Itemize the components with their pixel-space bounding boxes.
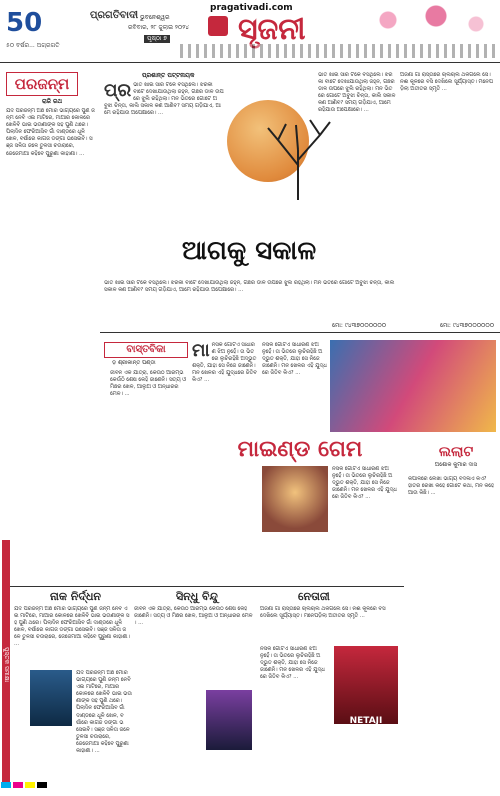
header-divider	[0, 62, 500, 63]
mindgame-body-col3: ନସିକ ଗୋଟିଏ ସାଧାରଣ ଝିଅ ନୁହେଁ। ତା ଭିତରେ ଲୁଚିରହିଛି ଅଦ୍ଭୁତ ଶକ୍ତି, ଯାହା ସେ ନିଜେ ଜାଣେନି। ମନ ଖେଳର ଏହି ଯୁଦ୍ଧରେ ଜିତିବ କିଏ? ...	[332, 466, 397, 501]
books-divider	[10, 586, 404, 587]
story-author: ପ୍ରଶାନ୍ତ ପଟ୍ଟନାୟକ	[142, 72, 195, 79]
mid-divider	[100, 332, 500, 333]
logo-tagline: ୫୦ ବର୍ଷର... ଅଗ୍ରଗତି	[6, 42, 60, 49]
mindgame-title: ମାଇଣ୍ଡ ଗେମ	[237, 436, 363, 462]
lalat-author: ଅଶୋକ କୁମାର ଦାସ	[434, 462, 478, 468]
section-title: ସୃଜନୀ	[238, 12, 306, 47]
right-signature: ମୋ: ୯୪୩୭୦୦୦୦୦୦	[440, 322, 495, 329]
story-body-col3: ଭାତ ଖାଇ ସାରି ଟିକେ ବସିଥିଲେ। ଝରକା ବାଟେ ଦେଖାଯାଉଥିଲା ଜହ୍ନ, ଗଛର ଡାଳ ଉପରେ ଝୁଲି ରହିଥିଲା। ମନ ଭିତରେ ଗୋଟେ ଅବୁଝା ଚିନ୍ତା, କାଲି ସକାଳ କଣ ଆଣିବ? ସମୟ ଗଡ଼ିଯାଏ, ଆମେ ରହିଯାଉ ଅପେକ୍ଷାରେ। ...	[318, 72, 396, 114]
story-body-col1	[104, 82, 224, 232]
hand-artwork	[262, 466, 328, 532]
vastavikata-body: ଜୀବନ ଏକ ଯାତ୍ରା, କେଉଁଠି ଆରମ୍ଭ କେଉଁଠି ଶେଷ କେହି ଜାଣେନି। ସତ୍ୟ ଓ ମିଛର ଖେଳ, ଆଲୁଅ ଓ ଅନ୍ଧାରର ମେଳ। ...	[110, 370, 186, 398]
site-url[interactable]: pragativadi.com	[210, 3, 293, 13]
masthead	[0, 0, 500, 62]
lalat-body: କପାଳରେ ଲେଖା ଭାଗ୍ୟ ବଦଳାଏ କିଏ? ହାତର ରେଖା କହେ ଗୋଟେ କଥା, ମନ କହେ ଆଉ କିଛି। ...	[408, 476, 494, 497]
skyline-decoration	[180, 44, 500, 58]
book-review-strip: ପୁସ୍ତକ ସମୀକ୍ଷା	[2, 540, 10, 788]
book3-title: ନେତାଜୀ	[298, 590, 330, 603]
story-title: ଆଗକୁ ସକାଳ	[181, 236, 317, 266]
poem-title-box	[6, 72, 78, 96]
paper-name: ପ୍ରଗତିବାଦୀ	[90, 10, 139, 21]
book1-title: ନାକ ନିର୍ଦ୍ଧନ	[50, 590, 101, 603]
story-body: ଭାତ ଖାଇ ସାରି ଟିକେ ବସିଥିଲେ। ଝରକା ବାଟେ ଦେଖାଯାଉଥିଲା ଜହ୍ନ, ଗଛର ଡାଳ ଉପରେ ଝୁଲି ରହିଥିଲା। ମନ ଭିତରେ ଗୋଟେ ଅବୁଝା ଚିନ୍ତା, କାଲି ସକାଳ କଣ ଆଣିବ? ସମୟ ଗଡ଼ିଯାଏ, ଆମେ ରହିଯାଉ ଅପେକ୍ଷାରେ। ...	[104, 82, 224, 117]
book1-details: ଯଦି ପରଜନ୍ମ ଅଛି ମୋର ଭାଗ୍ୟରେ ପୁଣି ଜନ୍ମ ନେବି ଏଇ ମାଟିରେ, ମାଆର କୋଳରେ ଖେଳିବି ଭାଇ ଭଉଣୀଙ୍କ ସହ ପୁଣି ଥରେ। ପିଲାଦିନ ଫେରିଆସିବ ଗାଁ ଦାଣ୍ଡରେ ଧୂଳି ଖେଳ, ବର୍ଷାରେ କାଗଜ ଡଙ୍ଗା ଭସେଇବି। ସଞ୍ଜ ସଳିତା ଜଳେ ତୁଳସୀ ଚଉରାରେ, ଜେଜେମାଆ କହିବେ ପୁରୁଣା କାହାଣୀ। ...	[14, 606, 130, 648]
header-date: ରବିବାର, ୨୮ ଜୁଲାଇ ୨୦୨୪	[128, 24, 190, 31]
vastavikata-title-box	[104, 342, 188, 358]
story-signature: ମୋ: ୯୪୩୭୦୦୦୦୦୦	[332, 322, 387, 329]
book1-cover	[30, 670, 72, 726]
story-body-lower: ଭାତ ଖାଇ ସାରି ଟିକେ ବସିଥିଲେ। ଝରକା ବାଟେ ଦେଖାଯାଉଥିଲା ଜହ୍ନ, ଗଛର ଡାଳ ଉପରେ ଝୁଲି ରହିଥିଲା। ମନ ଭିତରେ ଗୋଟେ ଅବୁଝା ଚିନ୍ତା, କାଲି ସକାଳ କଣ ଆଣିବ? ସମୟ ଗଡ଼ିଯାଏ, ଆମେ ରହିଯାଉ ଅପେକ୍ଷାରେ। ...	[104, 280, 395, 294]
book2-cover	[206, 690, 252, 750]
page-badge: ପୃଷ୍ଠା ୭	[144, 35, 170, 43]
mindgame-body: ନସିକ ଗୋଟିଏ ସାଧାରଣ ଝିଅ ନୁହେଁ। ତା ଭିତରେ ଲୁଚିରହିଛି ଅଦ୍ଭୁତ ଶକ୍ତି, ଯାହା ସେ ନିଜେ ଜାଣେନି। ମନ ଖେଳର ଏହି ଯୁଦ୍ଧରେ ଜିତିବ କିଏ? ...	[192, 342, 257, 384]
poem-title: ପରଜନ୍ମ	[14, 75, 70, 93]
poem-body: ଯଦି ପରଜନ୍ମ ଅଛି ମୋର ଭାଗ୍ୟରେ ପୁଣି ଜନ୍ମ ନେବି ଏଇ ମାଟିରେ, ମାଆର କୋଳରେ ଖେଳିବି ଭାଇ ଭଉଣୀଙ୍କ ସହ ପୁଣି ଥରେ। ପିଲାଦିନ ଫେରିଆସିବ ଗାଁ ଦାଣ୍ଡରେ ଧୂଳି ଖେଳ, ବର୍ଷାରେ କାଗଜ ଡଙ୍ଗା ଭସେଇବି। ସଞ୍ଜ ସଳିତା ଜଳେ ତୁଳସୀ ଚଉରାରେ, ଜେଜେମାଆ କହିବେ ପୁରୁଣା କାହାଣୀ। ...	[6, 108, 95, 157]
lalat-title: ଲଲାଟ	[438, 444, 474, 460]
mindgame-title-banner	[210, 436, 390, 462]
book1-review: ଯଦି ପରଜନ୍ମ ଅଛି ମୋର ଭାଗ୍ୟରେ ପୁଣି ଜନ୍ମ ନେବି ଏଇ ମାଟିରେ, ମାଆର କୋଳରେ ଖେଳିବି ଭାଇ ଭଉଣୀଙ୍କ ସହ ପୁଣି ଥରେ। ପିଲାଦିନ ଫେରିଆସିବ ଗାଁ ଦାଣ୍ଡରେ ଧୂଳି ଖେଳ, ବର୍ଷାରେ କାଗଜ ଡଙ୍ଗା ଭସେଇବି। ସଞ୍ଜ ସଳିତା ଜଳେ ତୁଳସୀ ଚଉରାରେ, ଜେଜେମାଆ କହିବେ ପୁରୁଣା କାହାଣୀ। ...	[76, 670, 132, 755]
vastavikata-author: ଡ଼ ଶ୍ରୀକାନ୍ତ ପଣ୍ଡା	[112, 360, 156, 366]
anniversary-logo: 50	[6, 8, 43, 38]
poem-author: ରାଜି ରଥ	[42, 98, 63, 105]
flower-decoration	[340, 0, 500, 40]
mindgame-body-col2: ନସିକ ଗୋଟିଏ ସାଧାରଣ ଝିଅ ନୁହେଁ। ତା ଭିତରେ ଲୁଚିରହିଛି ଅଦ୍ଭୁତ ଶକ୍ତି, ଯାହା ସେ ନିଜେ ଜାଣେନି। ମନ ଖେଳର ଏହି ଯୁଦ୍ଧରେ ଜିତିବ କିଏ? ...	[262, 342, 327, 377]
netaji-cover: NETAJI	[334, 646, 398, 724]
lalat-title-wrap	[416, 444, 496, 469]
book-icon	[208, 16, 228, 36]
book3-details: ଅଜଣା ଗାଁ ରାସ୍ତାରେ ଚାଲିଚାଲି ଥକିଗଲେ ସେ। ନଈ କୂଳରେ ବସି ଦେଖିଲେ ସୂର୍ଯ୍ୟାସ୍ତ। ମନେପଡ଼ିଲା ଅତୀତର ସ୍ମୃତି ...	[260, 606, 386, 620]
book2-title: ସିନ୍ଧୁ ବିନ୍ଦୁ	[176, 590, 218, 603]
book3-review: ନସିକ ଗୋଟିଏ ସାଧାରଣ ଝିଅ ନୁହେଁ। ତା ଭିତରେ ଲୁଚିରହିଛି ଅଦ୍ଭୁତ ଶକ୍ତି, ଯାହା ସେ ନିଜେ ଜାଣେନି। ମନ ଖେଳର ଏହି ଯୁଦ୍ଧରେ ଜିତିବ କିଏ? ...	[260, 646, 325, 681]
mindgame-dropcap: ମା	[192, 342, 210, 361]
right-column-text: ଅଜଣା ଗାଁ ରାସ୍ତାରେ ଚାଲିଚାଲି ଥକିଗଲେ ସେ। ନଈ କୂଳରେ ବସି ଦେଖିଲେ ସୂର୍ଯ୍ୟାସ୍ତ। ମନେପଡ଼ିଲା ଅତୀତର ସ୍ମୃତି ...	[400, 72, 493, 93]
vastavikata-title: ବାସ୍ତବିକା	[126, 344, 166, 355]
story-title-banner	[104, 236, 394, 276]
face-artwork	[330, 340, 496, 432]
color-registration-bar	[0, 776, 500, 788]
book2-details: ଜୀବନ ଏକ ଯାତ୍ରା, କେଉଁଠି ଆରମ୍ଭ କେଉଁଠି ଶେଷ କେହି ଜାଣେନି। ସତ୍ୟ ଓ ମିଛର ଖେଳ, ଆଲୁଅ ଓ ଅନ୍ଧାରର ମେଳ। ...	[134, 606, 253, 627]
story-dropcap: ପ୍ର	[104, 82, 132, 101]
paper-city: ଭୁବନେଶ୍ୱର	[140, 14, 170, 21]
